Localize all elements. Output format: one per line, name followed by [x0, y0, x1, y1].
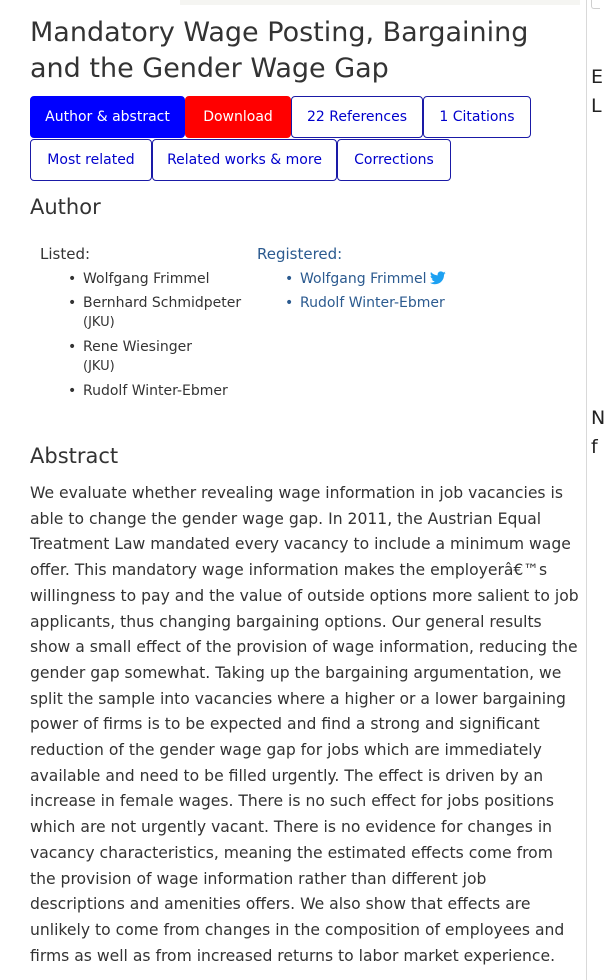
sidebar-fragment: E — [591, 66, 604, 88]
author-affiliation: (JKU) — [83, 359, 115, 374]
tab-citations[interactable]: 1 Citations — [423, 96, 531, 138]
author-heading: Author — [30, 195, 101, 219]
sidebar-fragment: f — [591, 436, 598, 458]
listed-authors — [68, 269, 253, 405]
registered-author-link[interactable]: Wolfgang Frimmel — [300, 271, 427, 287]
registered-author — [285, 293, 485, 313]
abstract-text: We evaluate whether revealing wage information in job vacancies is able to change the gender wage gap. In 2011, the Austrian Equal Treatment Law mandated every vacancy to include a minimum wage offer. This mandatory wage information makes the employerâ€™s willingness to pay and the value of outside options more salient to job applicants, thus changing bargaining options. Our general results show a small effect of the provision of wage information, reducing the gender gap somewhat. Taking up the bargaining argumentation, we split the sample into vacancies where a higher or a lower bargaining power of firms is to be expected and find a strong and significant reduction of the gender wage gap for jobs which are immediately available and need to be filled urgently. The effect is driven by an increase in female wages. There is no such effect for jobs positions which are not urgently vacant. There is no evidence for changes in vacancy characteristics, meaning the estimated effects come from the provision of wage information rather than different job descriptions and amenities offers. We also show that effects are unlikely to come from changes in the composition of employees and firms as well as from increased returns to labor market experience. — [30, 484, 579, 965]
tab-corrections[interactable]: Corrections — [337, 139, 451, 181]
sidebar-fragment: N — [591, 407, 605, 429]
listed-label: Listed: — [40, 245, 91, 263]
page-title: Mandatory Wage Posting, Bargaining and the Gender Wage Gap — [30, 17, 529, 84]
tab-author-abstract[interactable]: Author & abstract — [30, 96, 185, 138]
tab-references[interactable]: 22 References — [291, 96, 423, 138]
tab-most-related[interactable]: Most related — [30, 139, 152, 181]
author-affiliation: (JKU) — [83, 315, 115, 330]
registered-author — [285, 269, 485, 289]
tab-download[interactable]: Download — [185, 96, 291, 138]
registered-authors — [285, 269, 485, 317]
listed-author: • Rene Wiesinger (JKU) — [68, 337, 253, 377]
sidebar-fragment: L — [591, 95, 602, 117]
tab-related-works[interactable]: Related works & more — [152, 139, 337, 181]
top-bar-remnant — [180, 0, 580, 5]
listed-author: • Wolfgang Frimmel — [68, 269, 253, 289]
sidebar-box-corner — [591, 0, 600, 9]
twitter-icon[interactable] — [430, 271, 446, 285]
sidebar-divider — [586, 0, 587, 980]
registered-label: Registered: — [257, 245, 343, 263]
registered-author-link[interactable]: Rudolf Winter-Ebmer — [300, 295, 445, 311]
abstract-heading: Abstract — [30, 444, 119, 468]
listed-author: • Rudolf Winter-Ebmer — [68, 381, 253, 401]
listed-author: • Bernhard Schmidpeter (JKU) — [68, 293, 253, 333]
